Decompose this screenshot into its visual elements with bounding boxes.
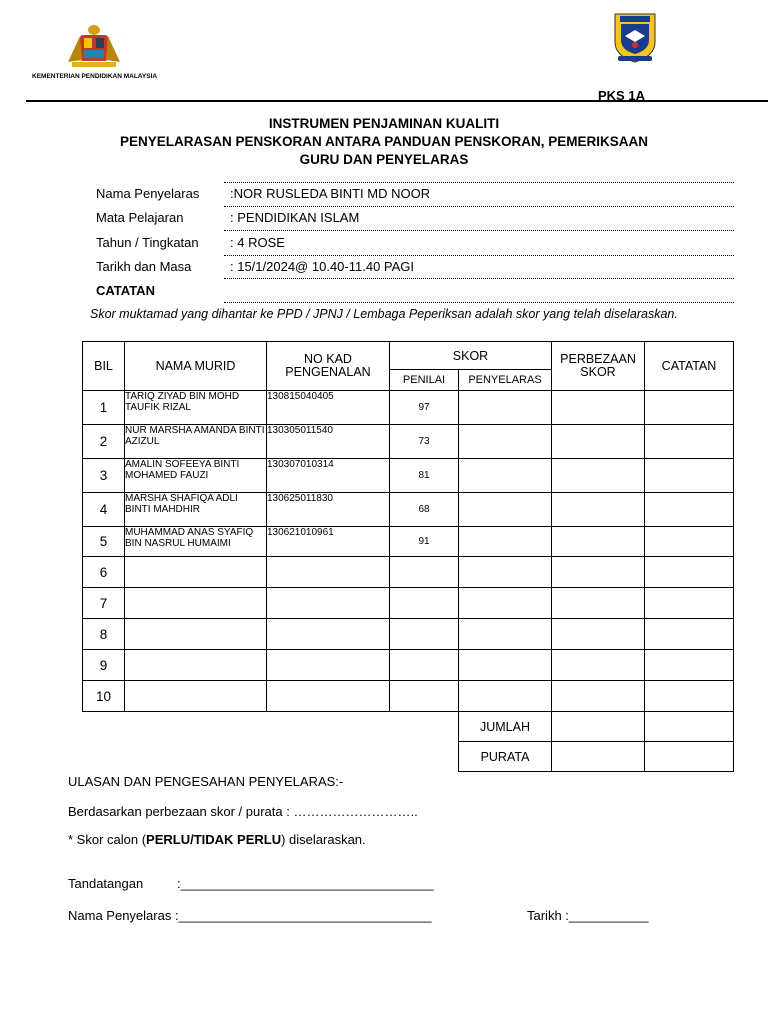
title-line-1: INSTRUMEN PENJAMINAN KUALITI: [268, 116, 500, 131]
row-skor-penilai[interactable]: [390, 619, 459, 650]
row-catatan[interactable]: [645, 650, 734, 681]
row-bil: 4: [83, 493, 125, 527]
row-catatan[interactable]: [645, 557, 734, 588]
row-skor-penyelaras[interactable]: [459, 588, 552, 619]
row-skor-penilai: 68: [390, 493, 459, 527]
field-label-mata-pelajaran: Mata Pelajaran: [96, 210, 184, 225]
row-skor-penyelaras[interactable]: [459, 459, 552, 493]
row-no-kad-pengenalan[interactable]: [267, 588, 390, 619]
table-row: [83, 557, 734, 588]
jumlah-row: [83, 712, 734, 742]
ulasan-heading: ULASAN DAN PENGESAHAN PENYELARAS:-: [68, 774, 344, 789]
row-bil: 10: [83, 681, 125, 712]
row-catatan[interactable]: [645, 493, 734, 527]
row-catatan[interactable]: [645, 681, 734, 712]
tandatangan-label: Tandatangan: [68, 876, 144, 891]
header-penilai: PENILAI: [390, 370, 459, 391]
header-nama-murid: NAMA MURID: [125, 342, 267, 391]
dotted-line: [224, 206, 734, 207]
score-table: [82, 341, 734, 772]
row-bil: 5: [83, 527, 125, 557]
row-bil: 2: [83, 425, 125, 459]
row-bil: 8: [83, 619, 125, 650]
table-row: [83, 681, 734, 712]
row-no-kad-pengenalan[interactable]: [267, 619, 390, 650]
ministry-crest-logo: [58, 22, 130, 72]
row-skor-penyelaras[interactable]: [459, 527, 552, 557]
row-catatan[interactable]: [645, 459, 734, 493]
jumlah-catatan[interactable]: [645, 712, 734, 742]
school-logo: [612, 12, 658, 64]
row-catatan[interactable]: [645, 527, 734, 557]
field-label-tahun-tingkatan: Tahun / Tingkatan: [96, 235, 199, 250]
title-line-2: PENYELARASAN PENSKORAN ANTARA PANDUAN PENSKORAN, PEMERIKSAAN: [119, 134, 649, 149]
header-skor: SKOR: [390, 342, 552, 370]
row-perbezaan-skor[interactable]: [552, 588, 645, 619]
form-code: PKS 1A: [598, 88, 645, 103]
purata-label: PURATA: [459, 742, 552, 772]
dotted-line: [224, 182, 734, 183]
row-perbezaan-skor[interactable]: [552, 557, 645, 588]
header-penyelaras: PENYELARAS: [459, 370, 552, 391]
row-perbezaan-skor[interactable]: [552, 425, 645, 459]
tandatangan-line[interactable]: :___________________________________: [177, 876, 434, 891]
row-nama-murid[interactable]: [125, 681, 267, 712]
jumlah-perbezaan[interactable]: [552, 712, 645, 742]
purata-catatan[interactable]: [645, 742, 734, 772]
row-no-kad-pengenalan[interactable]: [267, 557, 390, 588]
table-row: [83, 619, 734, 650]
row-perbezaan-skor[interactable]: [552, 650, 645, 681]
row-skor-penyelaras[interactable]: [459, 493, 552, 527]
row-nama-murid: MUHAMMAD ANAS SYAFIQ BIN NASRUL HUMAIMI: [125, 527, 267, 557]
dotted-line: [224, 230, 734, 231]
field-label-nama-penyelaras: Nama Penyelaras: [96, 186, 200, 201]
row-catatan[interactable]: [645, 391, 734, 425]
row-nama-murid[interactable]: [125, 619, 267, 650]
row-perbezaan-skor[interactable]: [552, 391, 645, 425]
field-label-tarikh-masa: Tarikh dan Masa: [96, 259, 192, 274]
row-catatan[interactable]: [645, 425, 734, 459]
row-no-kad-pengenalan: 130305011540: [267, 425, 390, 459]
row-nama-murid[interactable]: [125, 588, 267, 619]
row-bil: 6: [83, 557, 125, 588]
jumlah-label: JUMLAH: [459, 712, 552, 742]
row-skor-penyelaras[interactable]: [459, 619, 552, 650]
final-score-note: Skor muktamad yang dihantar ke PPD / JPNJ / Lembaga Peperiksan adalah skor yang telah diselaraskan.: [90, 307, 678, 321]
row-nama-murid: MARSHA SHAFIQA ADLI BINTI MAHDHIR: [125, 493, 267, 527]
row-perbezaan-skor[interactable]: [552, 619, 645, 650]
nama-penyelaras-line[interactable]: Nama Penyelaras :___________________________________: [68, 908, 432, 923]
header-perbezaan-skor: PERBEZAAN SKOR: [552, 342, 645, 391]
row-perbezaan-skor[interactable]: [552, 527, 645, 557]
tarikh-line[interactable]: Tarikh :___________: [527, 908, 649, 923]
row-catatan[interactable]: [645, 588, 734, 619]
skor-calon-prefix: * Skor calon (: [68, 832, 147, 847]
perlu-tidak-perlu: PERLU/TIDAK PERLU: [146, 832, 282, 847]
berdasarkan-line: Berdasarkan perbezaan skor / purata : ………………………..: [68, 804, 418, 819]
table-row: [83, 459, 734, 493]
row-skor-penyelaras[interactable]: [459, 650, 552, 681]
header-no-kad-pengenalan: NO KAD PENGENALAN: [267, 342, 390, 391]
row-nama-murid: AMALIN SOFEEYA BINTI MOHAMED FAUZI: [125, 459, 267, 493]
header-divider: [26, 100, 768, 102]
row-no-kad-pengenalan: 130625011830: [267, 493, 390, 527]
row-bil: 9: [83, 650, 125, 681]
row-skor-penilai: 97: [390, 391, 459, 425]
row-skor-penilai[interactable]: [390, 681, 459, 712]
dotted-line: [224, 302, 734, 303]
row-bil: 3: [83, 459, 125, 493]
row-skor-penilai: 91: [390, 527, 459, 557]
row-skor-penilai: 81: [390, 459, 459, 493]
row-no-kad-pengenalan: 130815040405: [267, 391, 390, 425]
row-perbezaan-skor[interactable]: [552, 493, 645, 527]
field-value-mata-pelajaran: : PENDIDIKAN ISLAM: [230, 210, 360, 225]
row-bil: 1: [83, 391, 125, 425]
dotted-line: [224, 255, 734, 256]
table-row: [83, 527, 734, 557]
row-perbezaan-skor[interactable]: [552, 459, 645, 493]
table-row: [83, 425, 734, 459]
row-nama-murid: TARIQ ZIYAD BIN MOHD TAUFIK RIZAL: [125, 391, 267, 425]
field-value-tarikh-masa: : 15/1/2024@ 10.40-11.40 PAGI: [230, 259, 415, 274]
field-label-catatan: CATATAN: [96, 283, 155, 298]
row-skor-penilai: 73: [390, 425, 459, 459]
header-bil: BIL: [83, 342, 125, 391]
row-skor-penyelaras[interactable]: [459, 391, 552, 425]
purata-row: [83, 742, 734, 772]
table-row: [83, 650, 734, 681]
field-value-tahun-tingkatan: : 4 ROSE: [230, 235, 285, 250]
row-skor-penyelaras[interactable]: [459, 425, 552, 459]
table-row: [83, 391, 734, 425]
row-no-kad-pengenalan[interactable]: [267, 650, 390, 681]
table-row: [83, 588, 734, 619]
row-nama-murid: NUR MARSHA AMANDA BINTI AZIZUL: [125, 425, 267, 459]
row-nama-murid[interactable]: [125, 650, 267, 681]
row-skor-penilai[interactable]: [390, 650, 459, 681]
row-skor-penyelaras[interactable]: [459, 557, 552, 588]
row-no-kad-pengenalan[interactable]: [267, 681, 390, 712]
table-row: [83, 493, 734, 527]
row-perbezaan-skor[interactable]: [552, 681, 645, 712]
row-skor-penyelaras[interactable]: [459, 681, 552, 712]
row-bil: 7: [83, 588, 125, 619]
row-skor-penilai[interactable]: [390, 557, 459, 588]
dotted-line: [224, 278, 734, 279]
row-catatan[interactable]: [645, 619, 734, 650]
field-value-nama-penyelaras: :NOR RUSLEDA BINTI MD NOOR: [230, 186, 431, 201]
title-line-3: GURU DAN PENYELARAS: [299, 152, 469, 167]
row-no-kad-pengenalan: 130307010314: [267, 459, 390, 493]
header-catatan: CATATAN: [645, 342, 734, 391]
skor-calon-suffix: ) diselaraskan.: [281, 832, 366, 847]
row-no-kad-pengenalan: 130621010961: [267, 527, 390, 557]
row-skor-penilai[interactable]: [390, 588, 459, 619]
row-nama-murid[interactable]: [125, 557, 267, 588]
purata-perbezaan[interactable]: [552, 742, 645, 772]
skor-calon-line: [68, 832, 366, 847]
ministry-caption: KEMENTERIAN PENDIDIKAN MALAYSIA: [32, 73, 158, 80]
